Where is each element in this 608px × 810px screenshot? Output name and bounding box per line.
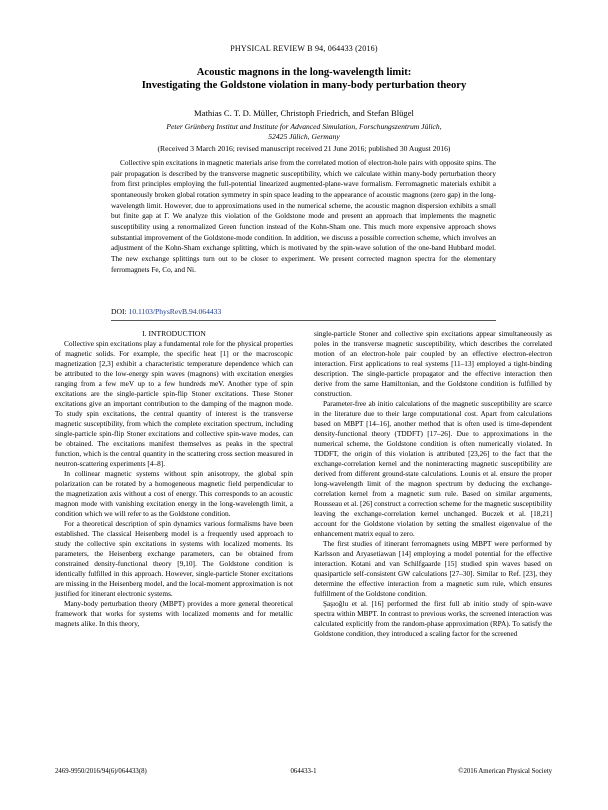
left-column (55, 329, 293, 629)
affiliation-line-2: 52425 Jülich, Germany (268, 132, 340, 141)
paragraph: For a theoretical description of spin dynamics various formalisms have been established. The classical Heisenberg model is a frequently used approach to study the collective spin excitations in systems with localized moments. Its parameters, the Heisenberg exchange parameters, can be obtained from constrained density-functional theory [9,10]. The Goldstone condition is identically fulfilled in this approach. However, single-particle Stoner excitations are missing in the Heisenberg model, and the local-moment approximation is not justified for itinerant electronic systems. (55, 519, 293, 599)
title-line-1: Acoustic magnons in the long-wavelength limit: (196, 67, 412, 78)
section-heading: I. INTRODUCTION (142, 329, 206, 338)
abstract-divider (111, 320, 496, 321)
footer-page-number: 064433-1 (290, 768, 317, 775)
paragraph: Parameter-free ab initio calculations of the magnetic susceptibility are scarce in the literature due to their large computational cost. Apart from calculations based on MBPT [14–16], another method that is often used is time-dependent density-functional theory (TDDFT) [17–26]. Due to approximations in the numerical scheme, the Goldstone condition is often numerically violated. In TDDFT, the origin of this violation is attributed [23,26] to the fact that the exchange-correlation kernel and the noninteracting magnetic susceptibility are derived from different ground-state calculations. Lounis et al. ensure the proper long-wavelength limit of the magnon spectrum by deducing the exchange-correlation kernel from a magnetic sum rule. Based on similar arguments, Rousseau et al. [26] construct a correction scheme for the magnetic susceptibility leaving the exchange-correlation kernel unchanged. Buczek et al. [18,21] account for the Goldstone violation by setting the smallest eigenvalue of the enhancement matrix equal to zero. (314, 399, 552, 539)
abstract: Collective spin excitations in magnetic materials arise from the correlated motion of electron-hole pairs with opposite spins. The pair propagation is described by the transverse magnetic susceptibility, which we calculate within many-body perturbation theory from first principles employing the full-potential linearized augmented-plane-wave formalism. Ferromagnetic materials exhibit a spontaneously broken global rotation symmetry in spin space leading to the appearance of acoustic magnons (zero gap) in the long-wavelength limit. However, due to approximations used in the numerical scheme, the acoustic magnon dispersion exhibits a small but finite gap at Γ. We analyze this violation of the Goldstone mode and present an approach that implements the magnetic susceptibility using a renormalized Green function instead of the Kohn-Sham one. This much more expensive approach shows substantial improvement of the Goldstone-mode condition. In addition, we discuss a possible correction scheme, which involves an adjustment of the Kohn-Sham exchange splitting, which is motivated by the spin-wave solution of the one-band Hubbard model. The new exchange splittings turn out to be closer to experiment. We present corrected magnon spectra for the elementary ferromagnets Fe, Co, and Ni. (111, 158, 496, 274)
received-dates: (Received 3 March 2016; revised manuscript received 21 June 2016; published 30 August 2016) (157, 144, 451, 153)
journal-header: PHYSICAL REVIEW B 94, 064433 (2016) (230, 44, 378, 53)
paragraph: single-particle Stoner and collective spin excitations appear simultaneously as poles in the transverse magnetic susceptibility, which describes the correlated motion of an electron-hole pair coupled by an effective electron-electron interaction. First applications to real systems [11–13] employed a tight-binding description. The single-particle propagator and the effective interaction then derive from the same Hamiltonian, and the Goldstone condition is fulfilled by construction. (314, 329, 552, 399)
paragraph: Many-body perturbation theory (MBPT) provides a more general theoretical framework that works for systems with localized moments and for metallic magnets alike. In this theory, (55, 599, 293, 629)
paper-title (40, 66, 568, 92)
right-column (314, 329, 552, 639)
affiliation (40, 122, 568, 142)
authors: Mathias C. T. D. Müller, Christoph Friedrich, and Stefan Blügel (194, 108, 414, 118)
title-line-2: Investigating the Goldstone violation in many-body perturbation theory (141, 80, 467, 91)
affiliation-line-1: Peter Grünberg Institut and Institute for Advanced Simulation, Forschungszentrum Jülich, (166, 122, 442, 131)
paragraph: Şaşıoğlu et al. [16] performed the first full ab initio study of spin-wave spectra within MBPT. In contrast to previous works, the screened interaction was calculated explicitly from the random-phase approximation (RPA). To satisfy the Goldstone condition, they introduced a scaling factor for the screened (314, 599, 552, 639)
paragraph: The first studies of itinerant ferromagnets using MBPT were performed by Karlsson and Aryasetiawan [14] employing a model potential for the effective interaction. Kotani and van Schilfgaarde [15] studied spin waves based on quasiparticle self-consistent GW calculations [27–30]. Similar to Ref. [23], they determine the effective interaction from a magnetic sum rule, which ensures fulfillment of the Goldstone condition. (314, 539, 552, 599)
paragraph: Collective spin excitations play a fundamental role for the physical properties of magnetic solids. For example, the specific heat [1] or the macroscopic magnetization [2,3] exhibit a characteristic temperature dependence which can be attributed to the low-energy spin waves (magnons) with excitation energies ranging from a few meV up to a few hundreds meV. Another type of spin excitations are the single-particle spin-flip Stoner excitations. These Stoner excitations give an important contribution to the damping of the magnon mode. To study spin excitations, the central quantity of interest is the transverse magnetic susceptibility, from which the complete excitation spectrum, including single-particle spin-flip Stoner excitations and collective spin-wave modes, can be obtained. The excitations manifest themselves as peaks in the spectral function, which is the central quantity in the scattering cross section measured in neutron-scattering experiments [4–8]. (55, 339, 293, 469)
doi (111, 307, 221, 316)
doi-link[interactable]: 10.1103/PhysRevB.94.064433 (128, 307, 222, 316)
paragraph: In collinear magnetic systems without spin anisotropy, the global spin polarization can be rotated by a homogeneous magnetic field perpendicular to the magnetization axis without a cost of energy. This corresponds to an acoustic magnon mode with vanishing excitation energy in the long-wavelength limit, a condition which we will refer to as the Goldstone condition. (55, 469, 293, 519)
footer-copyright: ©2016 American Physical Society (458, 768, 552, 775)
footer-issn: 2469-9950/2016/94(6)/064433(8) (55, 768, 147, 775)
doi-label: DOI: (111, 307, 127, 316)
